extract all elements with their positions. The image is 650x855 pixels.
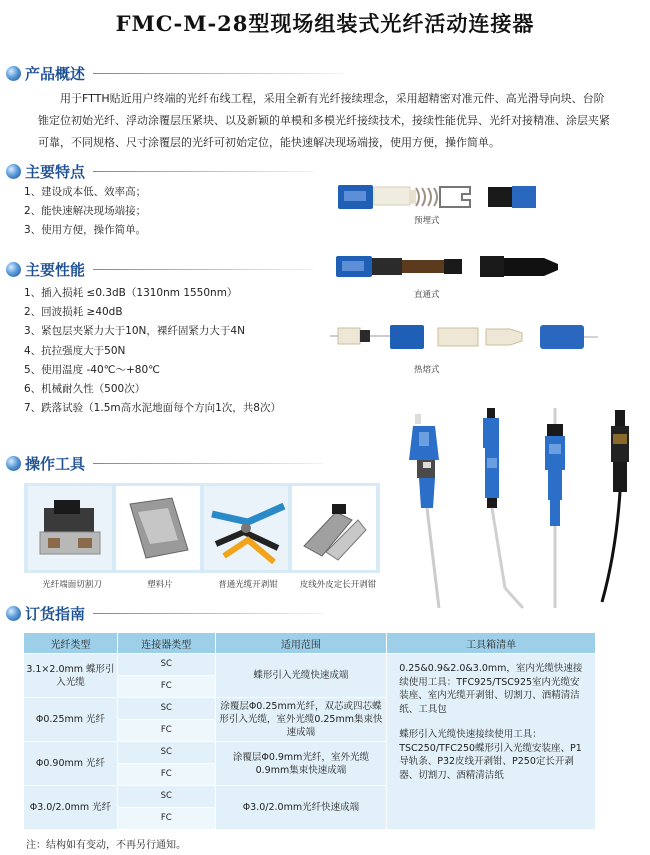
list-item: 3、使用方便，操作简单。: [24, 224, 147, 237]
tool-caption: 光纤端面切割刀: [42, 580, 102, 590]
connector-body: [390, 325, 424, 349]
fiber-type-cell: Φ3.0/2.0mm 光纤: [24, 786, 118, 830]
bullet-icon: [6, 606, 21, 621]
list-item: 1、插入损耗 ≤0.3dB（1310nm 1550nm）: [24, 287, 238, 299]
connector-caption-fusion: 热熔式: [414, 365, 440, 375]
clamp-bracket: [440, 187, 470, 207]
section-title: 操作工具: [25, 454, 86, 473]
crimp-ring: [444, 259, 462, 274]
straight-through-connector-image: [330, 252, 630, 282]
column-header: 光纤类型: [24, 633, 118, 654]
list-item: 2、能快速解决现场端接；: [24, 205, 147, 218]
connector-type-cell: FC: [117, 720, 215, 742]
section-title: 订货指南: [25, 604, 86, 623]
connector-caption-pre-embedded: 预埋式: [414, 216, 440, 226]
list-item: 7、跌落试验（1.5m高水泥地面每个方向1次，共8次）: [24, 402, 281, 415]
bullet-icon: [6, 456, 21, 471]
boot-black: [488, 187, 512, 207]
tool-caption: 塑料片: [147, 580, 173, 590]
protection-sleeve: [438, 328, 478, 346]
section-header-overview: [6, 62, 343, 84]
connector-window: [342, 261, 364, 271]
divider: [93, 171, 313, 172]
sleeve: [372, 258, 402, 275]
fusion-connector-image: [328, 320, 628, 358]
boot-black: [480, 256, 504, 277]
ferrule: [338, 328, 360, 344]
section-title: 产品概述: [25, 64, 86, 83]
overview-paragraph: 用于FTTH贴近用户终端的光纤布线工程，采用全新有光纤接续理念，采用超精密对准元件、高光滑导向块、台阶锥定位初始光纤、浮动涂覆层压紧块、以及新颖的单模和多模光纤接续技术，接续性能优异、光纤对接精准、涂层夹紧可靠，不同规格、尺寸涂覆层的光纤可初始定位，能快速解决现场端接，使用方便，操作简单。: [38, 92, 610, 149]
section-header-performance: [6, 258, 313, 280]
order-table: [23, 632, 596, 830]
cleaver-tool-image: [28, 486, 112, 570]
toolkit-text-indoor: 0.25&0.9&2.0&3.0mm，室内光缆快速接续使用工具：TFC925/TSC925室内光缆安装座、室内光缆开剥钳、切割刀、酒精清洁纸、工具包: [399, 663, 583, 715]
boot-blue: [540, 325, 584, 349]
fiber-type-cell: Φ0.25mm 光纤: [24, 698, 118, 742]
bullet-icon: [6, 164, 21, 179]
boot-blue: [512, 186, 536, 208]
scope-cell: Φ3.0/2.0mm光纤快速成端: [215, 786, 387, 830]
list-item: 3、紧包层夹紧力大于10N，裸纤固紧力大于4N: [24, 325, 245, 338]
plastic-sheet-tool-image: [116, 486, 200, 570]
divider: [93, 269, 313, 270]
divider: [93, 463, 323, 464]
list-item: 2、回波损耗 ≥40dB: [24, 306, 123, 319]
list-item: 5、使用温度 -40℃～+80℃: [24, 363, 160, 376]
connector-window: [344, 191, 366, 201]
connector-type-cell: SC: [117, 698, 215, 720]
section-title: 主要特点: [25, 162, 86, 181]
tool-caption: 皮线外皮定长开剥钳: [299, 580, 377, 590]
fiber-type-cell: 3.1×2.0mm 蝶形引入光缆: [24, 654, 118, 698]
connector-caption-straight: 直通式: [414, 290, 440, 300]
toolkit-cell: [387, 654, 596, 830]
section-header-ordering: [6, 602, 323, 624]
column-header: 工具箱清单: [387, 633, 596, 654]
assembled-connectors-image: [405, 408, 640, 613]
divider: [93, 73, 343, 74]
bullet-icon: [6, 66, 21, 81]
footnote: 注：结构如有变动，不再另行通知。: [26, 840, 186, 851]
connector-type-cell: FC: [117, 676, 215, 698]
section-header-tools: [6, 452, 323, 474]
toolkit-text-drop: 蝶形引入光缆快速接续使用工具：TSC250/TFC250蝶形引入光缆安装座、P1导轨条、P32皮线开剥钳、P250定长开剥器、切割刀、酒精清洁纸: [399, 729, 582, 781]
drop-cable-stripper-tool-image: [292, 486, 376, 570]
list-item: 1、建设成本低、效率高；: [24, 186, 147, 198]
connector-type-cell: SC: [117, 742, 215, 764]
tools-strip: [24, 483, 380, 573]
scope-cell: 涂覆层Φ0.9mm光纤，室外光缆0.9mm集束快速成端: [215, 742, 387, 786]
ferrule-sleeve: [374, 187, 410, 205]
column-header: 连接器类型: [117, 633, 215, 654]
page-title: FMC-M-28型现场组装式光纤活动连接器: [115, 11, 535, 36]
list-item: 4、抗拉强度大于50N: [24, 344, 126, 357]
bullet-icon: [6, 262, 21, 277]
section-header-features: [6, 160, 313, 182]
connector-type-cell: SC: [117, 654, 215, 676]
spring: [416, 188, 437, 206]
boot-tail: [504, 258, 558, 276]
cable-stripper-tool-image: [204, 486, 288, 570]
table-row: [24, 654, 596, 676]
connector-type-cell: FC: [117, 764, 215, 786]
section-title: 主要性能: [25, 260, 86, 279]
scope-cell: 涂覆层Φ0.25mm光纤，双芯或四芯蝶形引入光缆，室外光缆0.25mm集束快速成端: [215, 698, 387, 742]
tool-caption: 普通光缆开剥钳: [218, 580, 278, 590]
column-header: 适用范围: [215, 633, 387, 654]
scope-cell: 蝶形引入光缆快速成端: [215, 654, 387, 698]
connector-vertical-1: [409, 414, 439, 608]
boot-white: [486, 329, 522, 345]
connector-vertical-3: [545, 408, 565, 608]
performance-list: [24, 284, 281, 418]
collar: [360, 330, 370, 342]
table-header-row: [24, 633, 596, 654]
connector-vertical-2: [483, 408, 523, 608]
list-item: 6、机械耐久性（500次）: [24, 382, 146, 395]
fiber-type-cell: Φ0.90mm 光纤: [24, 742, 118, 786]
connector-vertical-4: [602, 410, 629, 602]
copper-insert: [402, 260, 444, 273]
divider: [93, 613, 323, 614]
pre-embedded-connector-image: [330, 178, 630, 218]
connector-type-cell: FC: [117, 808, 215, 830]
features-list: [24, 183, 146, 241]
ferrule-collar: [410, 190, 416, 204]
connector-type-cell: SC: [117, 786, 215, 808]
